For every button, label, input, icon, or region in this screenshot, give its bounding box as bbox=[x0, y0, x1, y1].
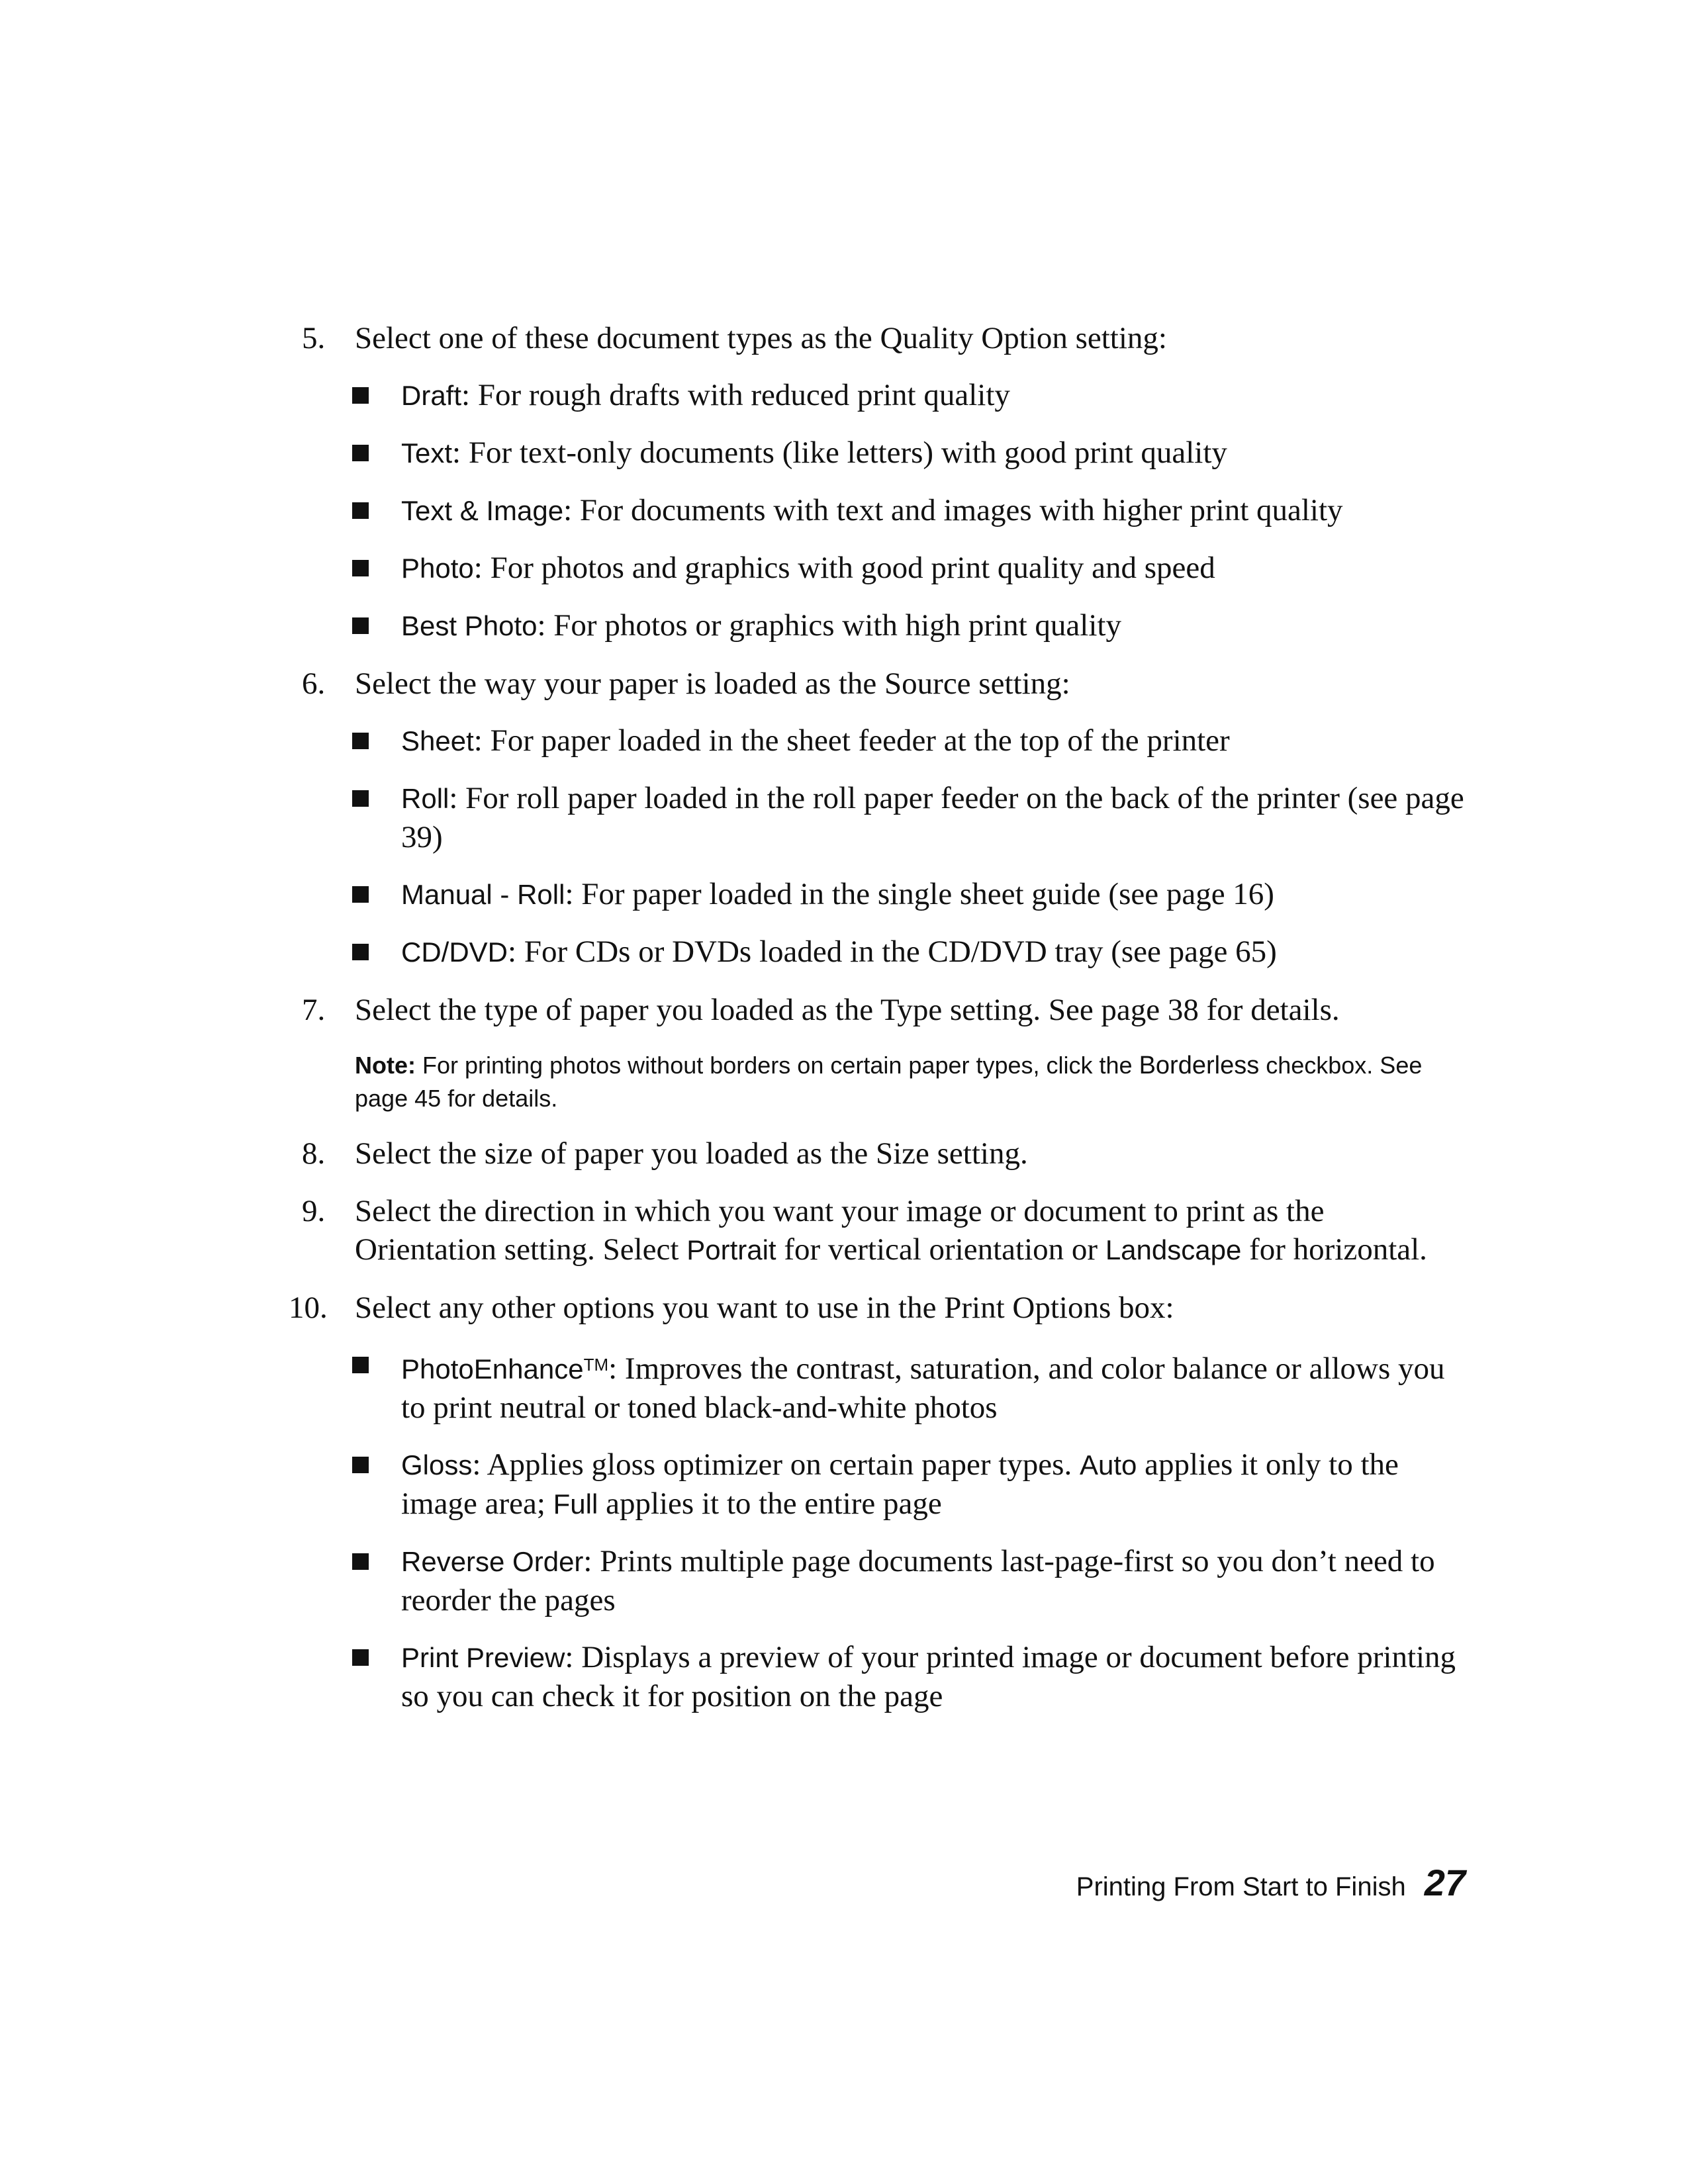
page-content bbox=[289, 319, 1467, 1715]
bullet-square-icon bbox=[352, 1357, 369, 1373]
bullet-print-preview bbox=[302, 1638, 1467, 1715]
bullet-roll bbox=[302, 779, 1467, 856]
note bbox=[302, 1049, 1467, 1115]
step-9 bbox=[302, 1192, 1467, 1269]
step-5 bbox=[302, 319, 1467, 357]
step-text: Select one of these document types as the Quality Option setting: bbox=[355, 321, 1167, 355]
bullet-text: : For photos or graphics with high print quality bbox=[537, 608, 1121, 643]
bullet-square-icon bbox=[352, 387, 369, 404]
bullet-square-icon bbox=[352, 886, 369, 903]
bullet-term: Draft bbox=[401, 380, 462, 411]
bullet-term: Best Photo bbox=[401, 610, 538, 641]
bullet-term: Reverse Order bbox=[401, 1546, 584, 1577]
step-text: for horizontal. bbox=[1241, 1232, 1427, 1267]
note-text: For printing photos without borders on certain paper types, click the bbox=[416, 1052, 1139, 1079]
step-number: 9. bbox=[302, 1194, 326, 1228]
step-6 bbox=[302, 664, 1467, 703]
bullet-best-photo bbox=[302, 606, 1467, 645]
bullet-text: applies it only to the image area; bbox=[401, 1447, 1399, 1521]
bullet-text: : Prints multiple page documents last-page-first so you don’t need to reorder the pages bbox=[401, 1544, 1435, 1617]
bullet-text: : Applies gloss optimizer on certain paper types. bbox=[472, 1447, 1080, 1482]
step-text: Select the type of paper you loaded as the Type setting. See page 38 for details. bbox=[355, 993, 1340, 1027]
bullet-square-icon bbox=[352, 560, 369, 576]
bullet-term: Auto bbox=[1079, 1449, 1137, 1480]
bullet-term: Roll bbox=[401, 783, 449, 814]
bullet-text: : For text-only documents (like letters) with good print quality bbox=[452, 435, 1227, 470]
bullet-text-image bbox=[302, 491, 1467, 530]
note-text: checkbox. See page 45 for details. bbox=[355, 1052, 1423, 1112]
bullet-term: PhotoEnhance bbox=[401, 1353, 584, 1385]
bullet-square-icon bbox=[352, 1457, 369, 1473]
bullet-term: Photo bbox=[401, 553, 474, 584]
note-term: Borderless bbox=[1139, 1052, 1260, 1079]
bullet-square-icon bbox=[352, 733, 369, 749]
bullet-text: : For rough drafts with reduced print quality bbox=[461, 378, 1010, 412]
bullet-text: : Displays a preview of your printed image or document before printing so you can check it for position on the page bbox=[401, 1640, 1456, 1713]
bullet-square-icon bbox=[352, 1649, 369, 1666]
step-number: 7. bbox=[302, 993, 326, 1027]
section-title: Printing From Start to Finish bbox=[1076, 1872, 1406, 1901]
step-7 bbox=[302, 991, 1467, 1029]
bullet-term: Text & Image bbox=[401, 495, 564, 526]
step-number: 6. bbox=[302, 666, 326, 701]
bullet-square-icon bbox=[352, 502, 369, 519]
bullet-text: : For roll paper loaded in the roll paper feeder on the back of the printer (see page 39) bbox=[401, 781, 1464, 854]
bullet-cd-dvd bbox=[302, 933, 1467, 972]
bullet-text: : For CDs or DVDs loaded in the CD/DVD tray (see page 65) bbox=[508, 934, 1277, 969]
bullet-reverse-order bbox=[302, 1542, 1467, 1619]
page-footer bbox=[1076, 1861, 1466, 1904]
step-text: Select the size of paper you loaded as the Size setting. bbox=[355, 1136, 1028, 1171]
page-number: 27 bbox=[1424, 1862, 1466, 1903]
step-number: 5. bbox=[302, 321, 326, 355]
bullet-square-icon bbox=[352, 1553, 369, 1570]
bullet-square-icon bbox=[352, 617, 369, 634]
bullet-sheet bbox=[302, 721, 1467, 760]
step-term: Portrait bbox=[686, 1234, 776, 1265]
bullet-text: : For photos and graphics with good print quality and speed bbox=[473, 551, 1215, 585]
bullet-square-icon bbox=[352, 445, 369, 461]
note-label: Note: bbox=[355, 1052, 416, 1079]
bullet-term: Manual - Roll bbox=[401, 879, 565, 910]
step-10 bbox=[289, 1289, 1467, 1327]
bullet-text: : For documents with text and images with higher print quality bbox=[563, 493, 1343, 527]
bullet-term: Gloss bbox=[401, 1449, 473, 1480]
step-text: Select any other options you want to use in the Print Options box: bbox=[355, 1291, 1174, 1325]
bullet-square-icon bbox=[352, 790, 369, 807]
bullet-text: : Improves the contrast, saturation, and color balance or allows you to print neutral or toned black-and-white photos bbox=[401, 1351, 1445, 1425]
bullet-term: Full bbox=[553, 1488, 598, 1520]
bullet-term: Text bbox=[401, 437, 453, 469]
bullet-text-option bbox=[302, 433, 1467, 473]
trademark-mark: TM bbox=[583, 1355, 609, 1375]
step-text: for vertical orientation or bbox=[776, 1232, 1105, 1267]
bullet-photoenhance bbox=[302, 1345, 1467, 1427]
step-number: 8. bbox=[302, 1136, 326, 1171]
bullet-draft bbox=[302, 376, 1467, 415]
bullet-term: CD/DVD bbox=[401, 936, 508, 968]
bullet-gloss bbox=[302, 1445, 1467, 1524]
step-8 bbox=[302, 1134, 1467, 1173]
step-text: Select the direction in which you want your image or document to print as the Orientation setting. Select bbox=[355, 1194, 1325, 1267]
bullet-text: : For paper loaded in the sheet feeder at the top of the printer bbox=[473, 723, 1230, 758]
bullet-term: Sheet bbox=[401, 725, 474, 756]
step-number: 10. bbox=[289, 1291, 328, 1325]
bullet-square-icon bbox=[352, 944, 369, 960]
step-term: Landscape bbox=[1105, 1234, 1242, 1265]
bullet-text: : For paper loaded in the single sheet guide (see page 16) bbox=[565, 877, 1274, 911]
bullet-term: Print Preview bbox=[401, 1642, 565, 1673]
bullet-photo bbox=[302, 549, 1467, 588]
bullet-text: applies it to the entire page bbox=[598, 1486, 942, 1521]
bullet-manual-roll bbox=[302, 875, 1467, 914]
step-text: Select the way your paper is loaded as the Source setting: bbox=[355, 666, 1070, 701]
